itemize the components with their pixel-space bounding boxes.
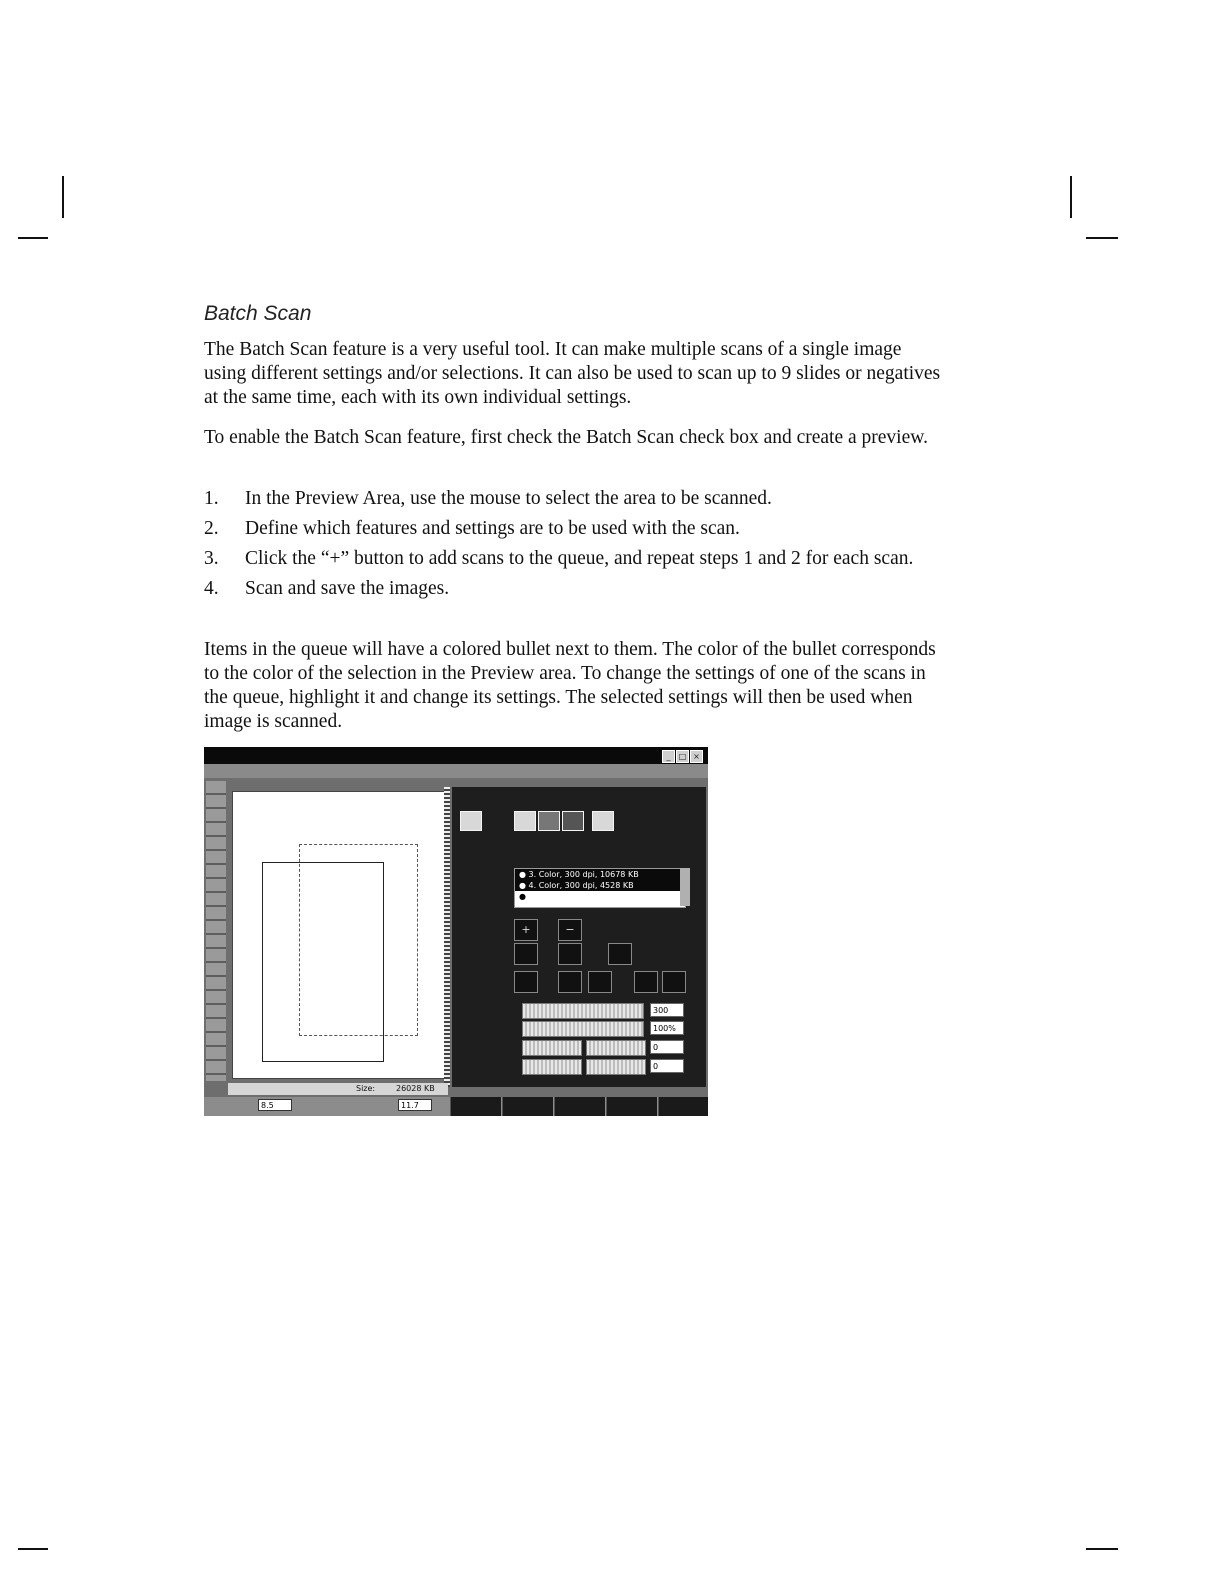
queue-scrollbar[interactable] <box>680 868 690 906</box>
queue-item[interactable]: ● <box>519 892 526 901</box>
crop-mark <box>62 176 64 218</box>
enable-paragraph: To enable the Batch Scan feature, first check the Batch Scan check box and create a preview. <box>204 427 928 448</box>
bottom-button[interactable] <box>554 1097 605 1116</box>
color-mode-icon[interactable] <box>514 943 538 965</box>
exit-icon[interactable] <box>592 811 614 831</box>
resolution-field[interactable]: 300 <box>650 1003 684 1017</box>
close-icon[interactable]: × <box>690 750 703 763</box>
bottom-button[interactable] <box>450 1097 501 1116</box>
window-titlebar <box>204 747 708 764</box>
preview-area[interactable] <box>232 791 446 1079</box>
maximize-icon[interactable]: □ <box>676 750 689 763</box>
step-item <box>204 577 924 601</box>
brightness-icon[interactable] <box>558 943 582 965</box>
minimize-icon[interactable]: _ <box>662 750 675 763</box>
step-number: 4. <box>204 578 219 599</box>
tool-strip <box>206 781 226 1081</box>
crop-mark <box>18 237 48 239</box>
menu-bar <box>204 764 708 778</box>
step-item <box>204 487 924 511</box>
panel-divider[interactable] <box>444 787 450 1087</box>
step-number: 1. <box>204 488 219 509</box>
bottom-button[interactable] <box>502 1097 553 1116</box>
preview-icon[interactable] <box>460 811 482 831</box>
queue-item[interactable]: ● 3. Color, 300 dpi, 10678 KB <box>515 869 685 880</box>
steps-list <box>204 487 924 607</box>
curve-icon[interactable] <box>634 971 658 993</box>
resolution-slider[interactable] <box>522 1003 644 1019</box>
step-text: Define which features and settings are to be used with the scan. <box>245 518 740 539</box>
crop-mark <box>1086 237 1118 239</box>
height-field[interactable]: 11.7 <box>398 1099 432 1111</box>
intro-paragraph: The Batch Scan feature is a very useful tool. It can make multiple scans of a single image using different settings and/or selections. It can also be used to scan up to 9 slides or negatives at the same time, each with its own individual settings. <box>204 339 941 408</box>
selection-frame[interactable] <box>299 844 418 1036</box>
contrast-icon[interactable] <box>608 943 632 965</box>
pen-icon[interactable] <box>588 971 612 993</box>
queue-item[interactable]: ● 4. Color, 300 dpi, 4528 KB <box>515 880 685 891</box>
contrast-slider[interactable] <box>586 1040 646 1056</box>
scale-slider[interactable] <box>522 1021 644 1037</box>
filter-icon[interactable] <box>514 971 538 993</box>
zoom-icon[interactable] <box>538 811 560 831</box>
rotate-icon[interactable] <box>562 811 584 831</box>
crop-mark <box>1070 176 1072 218</box>
step-text: In the Preview Area, use the mouse to select the area to be scanned. <box>245 488 772 509</box>
crop-mark <box>18 1548 48 1550</box>
value-field[interactable]: 0 <box>650 1059 684 1073</box>
step-item <box>204 517 924 541</box>
batch-queue-list[interactable] <box>514 868 686 908</box>
threshold-slider[interactable] <box>586 1059 646 1075</box>
eyedropper-icon[interactable] <box>558 971 582 993</box>
brightness-slider[interactable] <box>522 1040 582 1056</box>
status-bar <box>228 1083 448 1095</box>
bottom-button[interactable] <box>606 1097 657 1116</box>
section-heading: Batch Scan <box>204 302 312 325</box>
step-text: Scan and save the images. <box>245 578 450 599</box>
remove-icon[interactable]: − <box>558 919 582 941</box>
crop-mark <box>1086 1548 1118 1550</box>
queue-paragraph: Items in the queue will have a colored bullet next to them. The color of the bullet corresponds to the color of the selection in the Preview area. To change the settings of one of the scans in the queue, highlight it and change its settings. The selected settings will then be used when image is scanned. <box>204 639 936 732</box>
step-text: Click the “+” button to add scans to the queue, and repeat steps 1 and 2 for each scan. <box>245 548 914 569</box>
step-number: 3. <box>204 548 219 569</box>
add-icon[interactable]: + <box>514 919 538 941</box>
step-number: 2. <box>204 518 219 539</box>
size-label: Size: <box>356 1084 376 1093</box>
width-field[interactable]: 8.5 <box>258 1099 292 1111</box>
scale-field[interactable]: 100% <box>650 1021 684 1035</box>
value-field[interactable]: 0 <box>650 1040 684 1054</box>
bottom-button[interactable] <box>658 1097 708 1116</box>
gamma-slider[interactable] <box>522 1059 582 1075</box>
scanner-screenshot <box>204 747 708 1116</box>
step-item <box>204 547 924 571</box>
size-value: 26028 KB <box>396 1084 435 1093</box>
scan-icon[interactable] <box>514 811 536 831</box>
list-icon[interactable] <box>662 971 686 993</box>
